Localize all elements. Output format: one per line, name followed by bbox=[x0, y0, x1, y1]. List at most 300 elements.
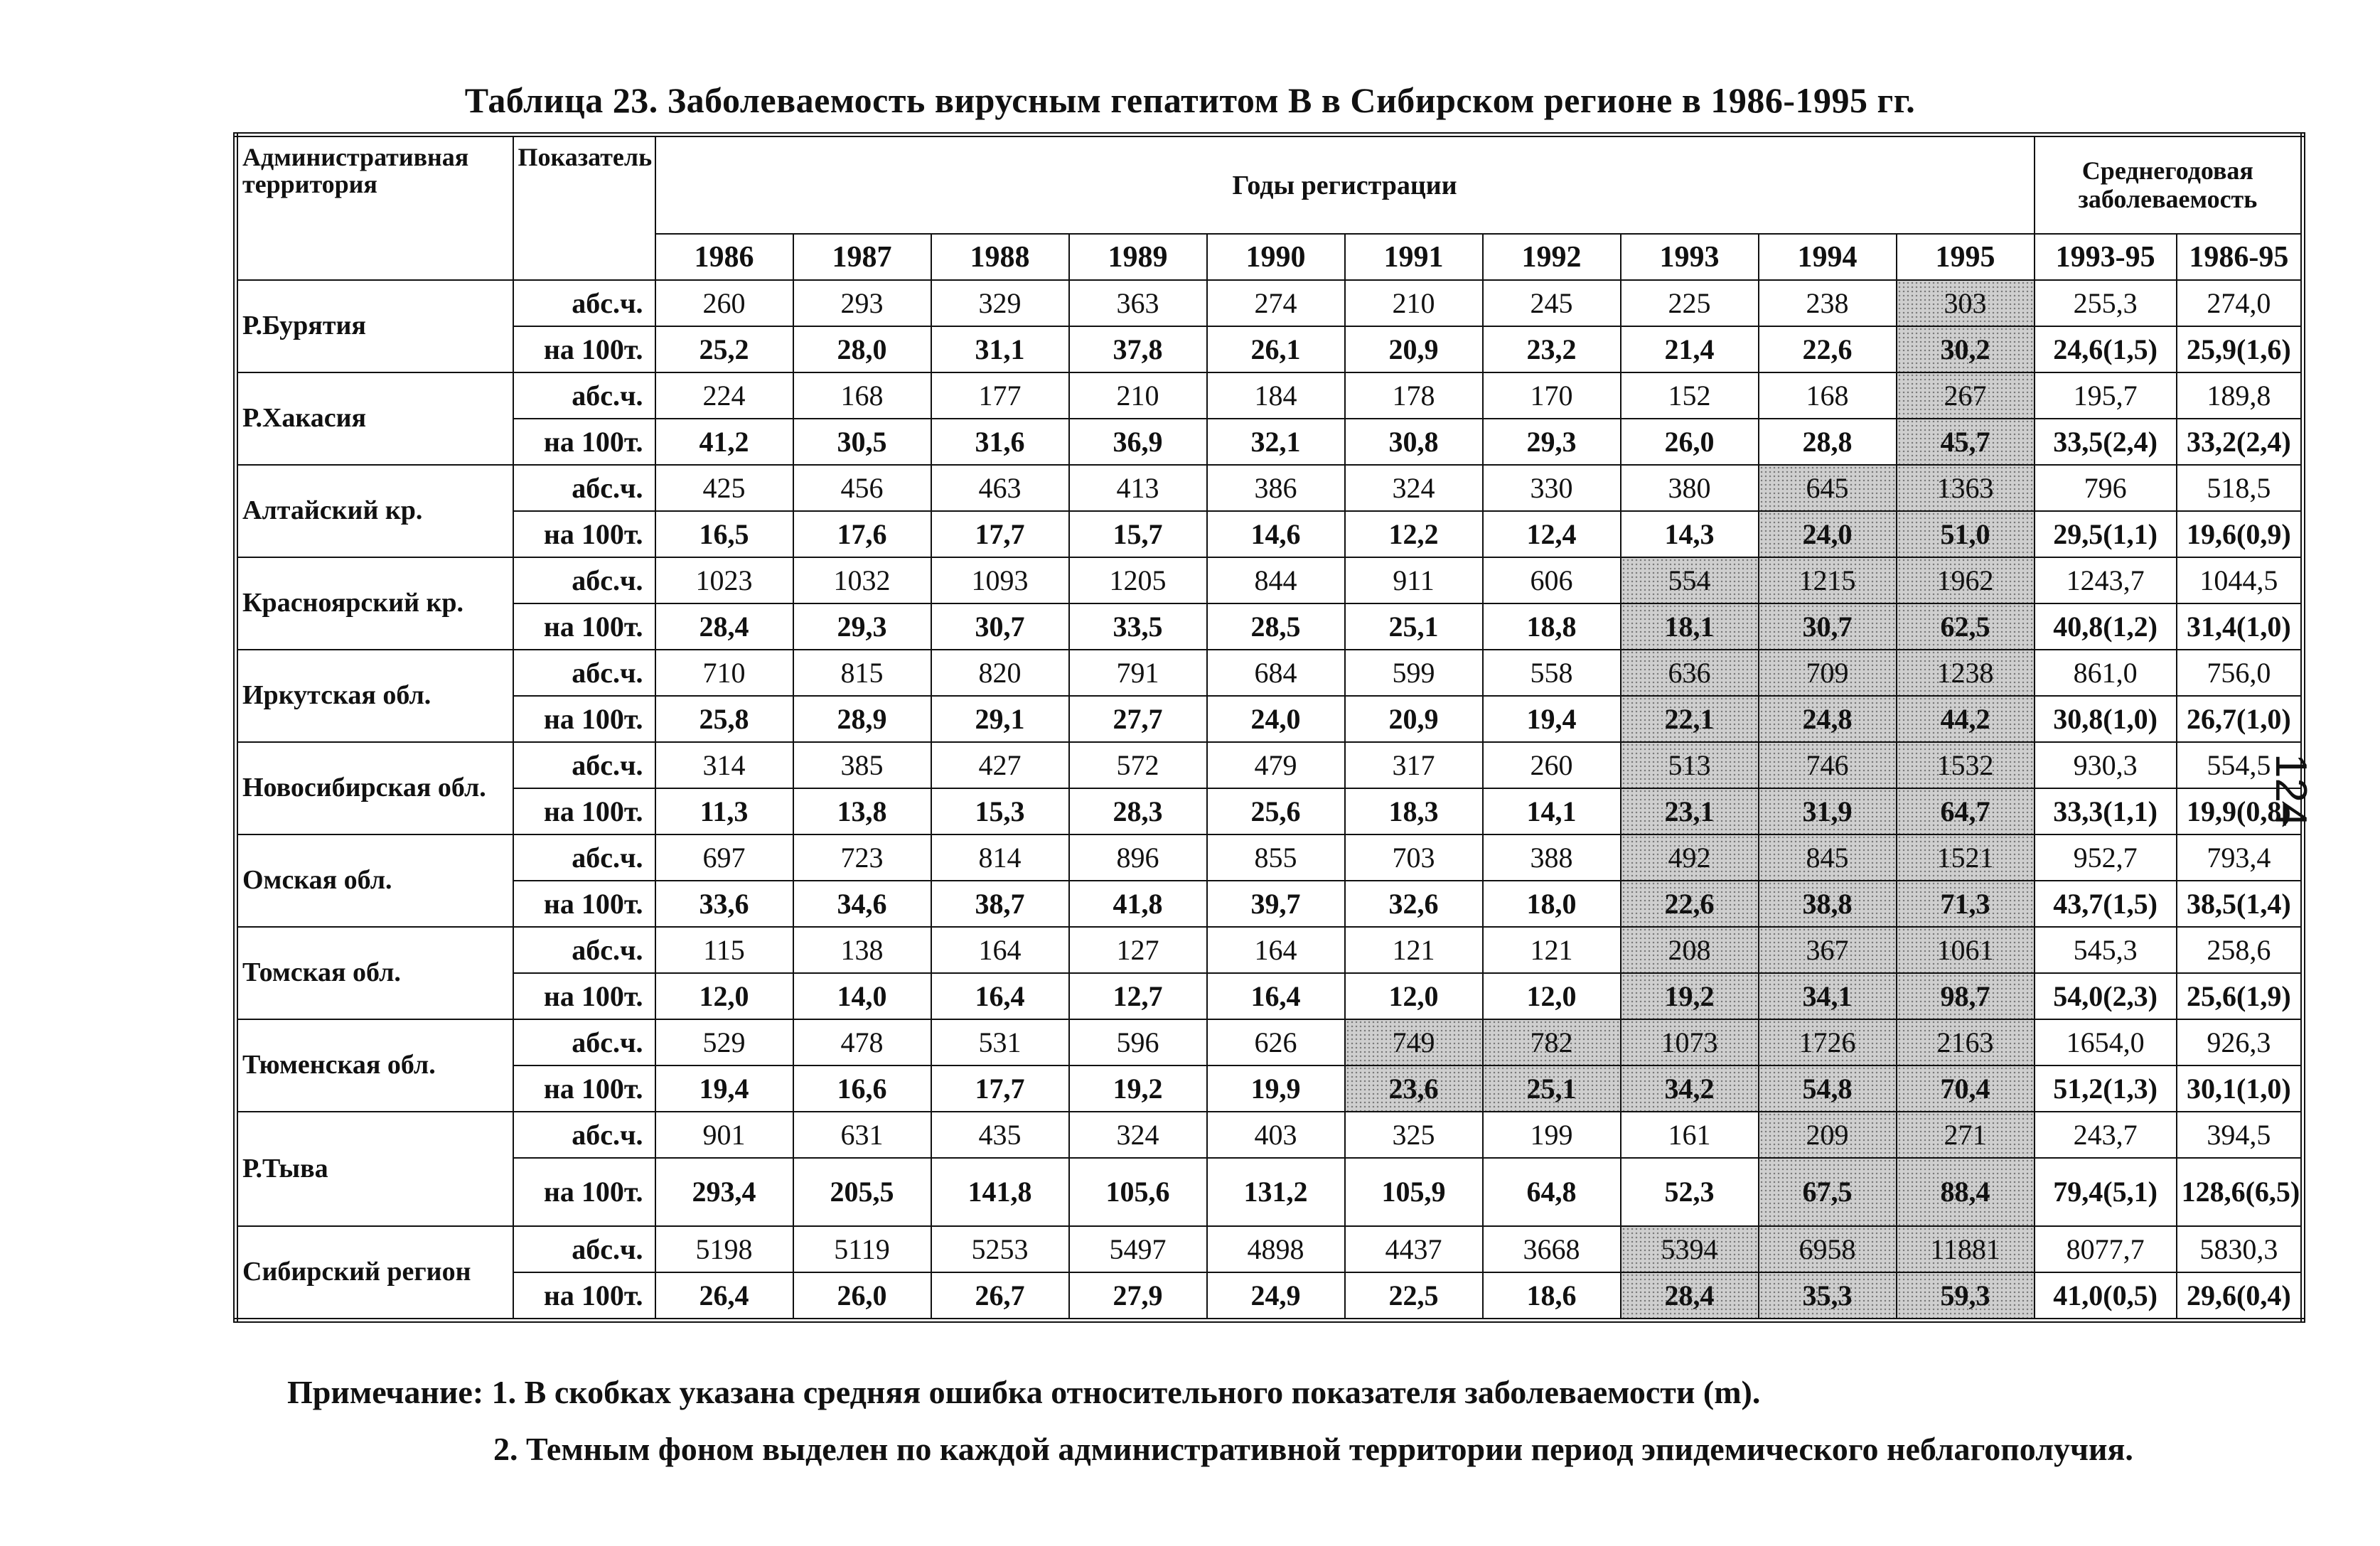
cell-1986-95: 1044,5 bbox=[2177, 557, 2303, 603]
header-year-1987: 1987 bbox=[793, 234, 931, 280]
cell-1994: 367 bbox=[1759, 927, 1897, 973]
table-row bbox=[236, 1226, 2303, 1272]
cell-1993: 513 bbox=[1621, 742, 1759, 788]
cell-1991: 22,5 bbox=[1345, 1272, 1483, 1321]
cell-1987: 28,9 bbox=[793, 696, 931, 742]
cell-1993: 21,4 bbox=[1621, 326, 1759, 372]
cell-1993-95: 30,8(1,0) bbox=[2035, 696, 2177, 742]
header-year-1986: 1986 bbox=[655, 234, 793, 280]
cell-1992: 25,1 bbox=[1483, 1065, 1621, 1112]
table-row bbox=[236, 788, 2303, 834]
header-year-1993: 1993 bbox=[1621, 234, 1759, 280]
cell-1987: 34,6 bbox=[793, 881, 931, 927]
cell-1992: 12,4 bbox=[1483, 511, 1621, 557]
cell-1990: 184 bbox=[1207, 372, 1345, 419]
cell-1988: 31,1 bbox=[931, 326, 1069, 372]
indicator-rel: на 100т. bbox=[513, 326, 655, 372]
indicator-rel: на 100т. bbox=[513, 696, 655, 742]
region-name: Красноярский кр. bbox=[236, 557, 513, 650]
header-period-1993-95: 1993-95 bbox=[2035, 234, 2177, 280]
cell-1986-95: 19,9(0,8) bbox=[2177, 788, 2303, 834]
table-row bbox=[236, 1065, 2303, 1112]
cell-1995: 88,4 bbox=[1897, 1158, 2035, 1226]
cell-1991: 317 bbox=[1345, 742, 1483, 788]
cell-1986-95: 5830,3 bbox=[2177, 1226, 2303, 1272]
cell-1990: 164 bbox=[1207, 927, 1345, 973]
table-row bbox=[236, 881, 2303, 927]
cell-1993: 208 bbox=[1621, 927, 1759, 973]
cell-1993: 34,2 bbox=[1621, 1065, 1759, 1112]
cell-1986: 293,4 bbox=[655, 1158, 793, 1226]
table-row bbox=[236, 1272, 2303, 1321]
cell-1986: 1023 bbox=[655, 557, 793, 603]
cell-1995: 62,5 bbox=[1897, 603, 2035, 650]
header-avg-group: Среднегодовая заболеваемость bbox=[2035, 135, 2303, 235]
cell-1988: 329 bbox=[931, 280, 1069, 326]
indicator-abs: абс.ч. bbox=[513, 557, 655, 603]
cell-1993-95: 255,3 bbox=[2035, 280, 2177, 326]
indicator-abs: абс.ч. bbox=[513, 465, 655, 511]
cell-1986-95: 19,6(0,9) bbox=[2177, 511, 2303, 557]
cell-1992: 14,1 bbox=[1483, 788, 1621, 834]
cell-1995: 11881 bbox=[1897, 1226, 2035, 1272]
cell-1986: 5198 bbox=[655, 1226, 793, 1272]
cell-1995: 1363 bbox=[1897, 465, 2035, 511]
cell-1987: 168 bbox=[793, 372, 931, 419]
cell-1986: 224 bbox=[655, 372, 793, 419]
region-name: Р.Тыва bbox=[236, 1112, 513, 1226]
cell-1988: 463 bbox=[931, 465, 1069, 511]
indicator-rel: на 100т. bbox=[513, 1158, 655, 1226]
region-name: Тюменская обл. bbox=[236, 1019, 513, 1112]
cell-1989: 791 bbox=[1069, 650, 1207, 696]
cell-1989: 210 bbox=[1069, 372, 1207, 419]
cell-1993: 225 bbox=[1621, 280, 1759, 326]
cell-1992: 330 bbox=[1483, 465, 1621, 511]
cell-1994: 24,8 bbox=[1759, 696, 1897, 742]
cell-1993-95: 861,0 bbox=[2035, 650, 2177, 696]
cell-1987: 30,5 bbox=[793, 419, 931, 465]
header-year-1988: 1988 bbox=[931, 234, 1069, 280]
cell-1986-95: 189,8 bbox=[2177, 372, 2303, 419]
cell-1988: 17,7 bbox=[931, 511, 1069, 557]
cell-1995: 45,7 bbox=[1897, 419, 2035, 465]
cell-1990: 403 bbox=[1207, 1112, 1345, 1158]
cell-1986: 11,3 bbox=[655, 788, 793, 834]
header-year-1992: 1992 bbox=[1483, 234, 1621, 280]
cell-1988: 164 bbox=[931, 927, 1069, 973]
cell-1991: 749 bbox=[1345, 1019, 1483, 1065]
cell-1994: 30,7 bbox=[1759, 603, 1897, 650]
region-name: Омская обл. bbox=[236, 834, 513, 927]
indicator-abs: абс.ч. bbox=[513, 1112, 655, 1158]
cell-1988: 15,3 bbox=[931, 788, 1069, 834]
cell-1992: 18,6 bbox=[1483, 1272, 1621, 1321]
cell-1990: 684 bbox=[1207, 650, 1345, 696]
cell-1989: 572 bbox=[1069, 742, 1207, 788]
header-year-1995: 1995 bbox=[1897, 234, 2035, 280]
cell-1988: 435 bbox=[931, 1112, 1069, 1158]
cell-1991: 12,0 bbox=[1345, 973, 1483, 1019]
table-row bbox=[236, 834, 2303, 881]
table-row bbox=[236, 696, 2303, 742]
cell-1993-95: 24,6(1,5) bbox=[2035, 326, 2177, 372]
cell-1991: 23,6 bbox=[1345, 1065, 1483, 1112]
cell-1986-95: 29,6(0,4) bbox=[2177, 1272, 2303, 1321]
region-name: Иркутская обл. bbox=[236, 650, 513, 742]
cell-1993: 22,6 bbox=[1621, 881, 1759, 927]
cell-1986: 26,4 bbox=[655, 1272, 793, 1321]
cell-1993: 28,4 bbox=[1621, 1272, 1759, 1321]
cell-1992: 23,2 bbox=[1483, 326, 1621, 372]
cell-1987: 478 bbox=[793, 1019, 931, 1065]
indicator-rel: на 100т. bbox=[513, 603, 655, 650]
table-row bbox=[236, 1019, 2303, 1065]
cell-1986-95: 926,3 bbox=[2177, 1019, 2303, 1065]
cell-1991: 4437 bbox=[1345, 1226, 1483, 1272]
cell-1993: 14,3 bbox=[1621, 511, 1759, 557]
cell-1986-95: 554,5 bbox=[2177, 742, 2303, 788]
indicator-abs: абс.ч. bbox=[513, 650, 655, 696]
cell-1991: 105,9 bbox=[1345, 1158, 1483, 1226]
cell-1990: 32,1 bbox=[1207, 419, 1345, 465]
cell-1995: 59,3 bbox=[1897, 1272, 2035, 1321]
cell-1994: 24,0 bbox=[1759, 511, 1897, 557]
cell-1988: 820 bbox=[931, 650, 1069, 696]
cell-1988: 31,6 bbox=[931, 419, 1069, 465]
cell-1993: 5394 bbox=[1621, 1226, 1759, 1272]
note-1: Примечание: 1. В скобках указана средняя ошибка относительного показателя заболеваемости (m). bbox=[287, 1374, 1761, 1410]
cell-1991: 18,3 bbox=[1345, 788, 1483, 834]
cell-1992: 18,0 bbox=[1483, 881, 1621, 927]
cell-1990: 626 bbox=[1207, 1019, 1345, 1065]
cell-1989: 36,9 bbox=[1069, 419, 1207, 465]
cell-1995: 303 bbox=[1897, 280, 2035, 326]
cell-1986-95: 25,6(1,9) bbox=[2177, 973, 2303, 1019]
cell-1993-95: 54,0(2,3) bbox=[2035, 973, 2177, 1019]
cell-1993-95: 43,7(1,5) bbox=[2035, 881, 2177, 927]
cell-1987: 723 bbox=[793, 834, 931, 881]
cell-1992: 19,4 bbox=[1483, 696, 1621, 742]
incidence-table bbox=[233, 132, 2305, 1323]
cell-1993-95: 930,3 bbox=[2035, 742, 2177, 788]
cell-1993-95: 79,4(5,1) bbox=[2035, 1158, 2177, 1226]
cell-1993-95: 796 bbox=[2035, 465, 2177, 511]
cell-1992: 29,3 bbox=[1483, 419, 1621, 465]
cell-1986-95: 394,5 bbox=[2177, 1112, 2303, 1158]
cell-1995: 1532 bbox=[1897, 742, 2035, 788]
cell-1991: 32,6 bbox=[1345, 881, 1483, 927]
cell-1993: 22,1 bbox=[1621, 696, 1759, 742]
cell-1993-95: 1243,7 bbox=[2035, 557, 2177, 603]
page-number: 124 bbox=[2266, 753, 2315, 827]
table-row bbox=[236, 326, 2303, 372]
cell-1987: 631 bbox=[793, 1112, 931, 1158]
cell-1988: 814 bbox=[931, 834, 1069, 881]
cell-1987: 1032 bbox=[793, 557, 931, 603]
cell-1994: 54,8 bbox=[1759, 1065, 1897, 1112]
cell-1992: 782 bbox=[1483, 1019, 1621, 1065]
cell-1992: 64,8 bbox=[1483, 1158, 1621, 1226]
indicator-abs: абс.ч. bbox=[513, 280, 655, 326]
cell-1990: 274 bbox=[1207, 280, 1345, 326]
cell-1993: 1073 bbox=[1621, 1019, 1759, 1065]
table-row bbox=[236, 973, 2303, 1019]
indicator-rel: на 100т. bbox=[513, 1272, 655, 1321]
header-year-1989: 1989 bbox=[1069, 234, 1207, 280]
header-years-group: Годы регистрации bbox=[655, 135, 2035, 235]
cell-1994: 6958 bbox=[1759, 1226, 1897, 1272]
region-name: Р.Хакасия bbox=[236, 372, 513, 465]
cell-1993-95: 195,7 bbox=[2035, 372, 2177, 419]
cell-1994: 1726 bbox=[1759, 1019, 1897, 1065]
cell-1988: 5253 bbox=[931, 1226, 1069, 1272]
table-row bbox=[236, 650, 2303, 696]
cell-1992: 121 bbox=[1483, 927, 1621, 973]
cell-1995: 51,0 bbox=[1897, 511, 2035, 557]
region-name: Сибирский регион bbox=[236, 1226, 513, 1321]
cell-1987: 17,6 bbox=[793, 511, 931, 557]
cell-1986: 16,5 bbox=[655, 511, 793, 557]
cell-1991: 911 bbox=[1345, 557, 1483, 603]
cell-1993: 19,2 bbox=[1621, 973, 1759, 1019]
cell-1991: 178 bbox=[1345, 372, 1483, 419]
cell-1986-95: 25,9(1,6) bbox=[2177, 326, 2303, 372]
cell-1988: 531 bbox=[931, 1019, 1069, 1065]
cell-1993-95: 41,0(0,5) bbox=[2035, 1272, 2177, 1321]
cell-1988: 17,7 bbox=[931, 1065, 1069, 1112]
cell-1986: 25,8 bbox=[655, 696, 793, 742]
cell-1988: 26,7 bbox=[931, 1272, 1069, 1321]
cell-1994: 238 bbox=[1759, 280, 1897, 326]
cell-1986: 41,2 bbox=[655, 419, 793, 465]
indicator-abs: абс.ч. bbox=[513, 742, 655, 788]
cell-1987: 13,8 bbox=[793, 788, 931, 834]
cell-1989: 1205 bbox=[1069, 557, 1207, 603]
region-name: Алтайский кр. bbox=[236, 465, 513, 557]
table-row bbox=[236, 465, 2303, 511]
cell-1986-95: 756,0 bbox=[2177, 650, 2303, 696]
cell-1994: 168 bbox=[1759, 372, 1897, 419]
cell-1993-95: 33,5(2,4) bbox=[2035, 419, 2177, 465]
cell-1988: 38,7 bbox=[931, 881, 1069, 927]
cell-1986: 25,2 bbox=[655, 326, 793, 372]
cell-1995: 1061 bbox=[1897, 927, 2035, 973]
cell-1988: 29,1 bbox=[931, 696, 1069, 742]
header-row-top bbox=[236, 135, 2303, 235]
cell-1988: 30,7 bbox=[931, 603, 1069, 650]
indicator-abs: абс.ч. bbox=[513, 1226, 655, 1272]
cell-1986: 28,4 bbox=[655, 603, 793, 650]
cell-1993: 52,3 bbox=[1621, 1158, 1759, 1226]
cell-1986-95: 30,1(1,0) bbox=[2177, 1065, 2303, 1112]
cell-1992: 388 bbox=[1483, 834, 1621, 881]
cell-1989: 596 bbox=[1069, 1019, 1207, 1065]
table-row bbox=[236, 1112, 2303, 1158]
table-row bbox=[236, 280, 2303, 326]
note-2: 2. Темным фоном выделен по каждой административной территории период эпидемического неблагополучия. bbox=[493, 1431, 2133, 1467]
cell-1992: 3668 bbox=[1483, 1226, 1621, 1272]
cell-1993-95: 952,7 bbox=[2035, 834, 2177, 881]
cell-1995: 71,3 bbox=[1897, 881, 2035, 927]
indicator-rel: на 100т. bbox=[513, 881, 655, 927]
cell-1989: 324 bbox=[1069, 1112, 1207, 1158]
cell-1994: 845 bbox=[1759, 834, 1897, 881]
cell-1994: 31,9 bbox=[1759, 788, 1897, 834]
cell-1987: 205,5 bbox=[793, 1158, 931, 1226]
cell-1993-95: 33,3(1,1) bbox=[2035, 788, 2177, 834]
cell-1987: 29,3 bbox=[793, 603, 931, 650]
cell-1990: 479 bbox=[1207, 742, 1345, 788]
cell-1990: 4898 bbox=[1207, 1226, 1345, 1272]
indicator-abs: абс.ч. bbox=[513, 927, 655, 973]
cell-1995: 2163 bbox=[1897, 1019, 2035, 1065]
cell-1989: 413 bbox=[1069, 465, 1207, 511]
cell-1986-95: 274,0 bbox=[2177, 280, 2303, 326]
cell-1986: 115 bbox=[655, 927, 793, 973]
cell-1995: 1521 bbox=[1897, 834, 2035, 881]
cell-1993-95: 545,3 bbox=[2035, 927, 2177, 973]
cell-1993: 492 bbox=[1621, 834, 1759, 881]
cell-1986-95: 26,7(1,0) bbox=[2177, 696, 2303, 742]
indicator-rel: на 100т. bbox=[513, 511, 655, 557]
header-year-1991: 1991 bbox=[1345, 234, 1483, 280]
cell-1988: 16,4 bbox=[931, 973, 1069, 1019]
cell-1991: 121 bbox=[1345, 927, 1483, 973]
cell-1993: 152 bbox=[1621, 372, 1759, 419]
cell-1993-95: 1654,0 bbox=[2035, 1019, 2177, 1065]
cell-1994: 35,3 bbox=[1759, 1272, 1897, 1321]
cell-1989: 12,7 bbox=[1069, 973, 1207, 1019]
cell-1991: 703 bbox=[1345, 834, 1483, 881]
cell-1987: 26,0 bbox=[793, 1272, 931, 1321]
cell-1994: 209 bbox=[1759, 1112, 1897, 1158]
cell-1991: 210 bbox=[1345, 280, 1483, 326]
cell-1986: 529 bbox=[655, 1019, 793, 1065]
cell-1994: 1215 bbox=[1759, 557, 1897, 603]
cell-1992: 606 bbox=[1483, 557, 1621, 603]
cell-1986: 12,0 bbox=[655, 973, 793, 1019]
header-period-1986-95: 1986-95 bbox=[2177, 234, 2303, 280]
header-territory: Административная территория bbox=[236, 135, 513, 281]
cell-1994: 34,1 bbox=[1759, 973, 1897, 1019]
indicator-abs: абс.ч. bbox=[513, 834, 655, 881]
table-row bbox=[236, 927, 2303, 973]
cell-1989: 105,6 bbox=[1069, 1158, 1207, 1226]
table-body bbox=[236, 280, 2303, 1321]
cell-1989: 363 bbox=[1069, 280, 1207, 326]
cell-1991: 20,9 bbox=[1345, 696, 1483, 742]
cell-1986: 19,4 bbox=[655, 1065, 793, 1112]
cell-1994: 67,5 bbox=[1759, 1158, 1897, 1226]
cell-1986-95: 33,2(2,4) bbox=[2177, 419, 2303, 465]
cell-1989: 5497 bbox=[1069, 1226, 1207, 1272]
cell-1991: 30,8 bbox=[1345, 419, 1483, 465]
cell-1986: 425 bbox=[655, 465, 793, 511]
cell-1989: 19,2 bbox=[1069, 1065, 1207, 1112]
cell-1990: 855 bbox=[1207, 834, 1345, 881]
cell-1993-95: 51,2(1,3) bbox=[2035, 1065, 2177, 1112]
cell-1989: 27,7 bbox=[1069, 696, 1207, 742]
table-row bbox=[236, 1158, 2303, 1226]
cell-1992: 245 bbox=[1483, 280, 1621, 326]
cell-1993: 380 bbox=[1621, 465, 1759, 511]
region-name: Томская обл. bbox=[236, 927, 513, 1019]
cell-1991: 25,1 bbox=[1345, 603, 1483, 650]
cell-1995: 98,7 bbox=[1897, 973, 2035, 1019]
cell-1990: 16,4 bbox=[1207, 973, 1345, 1019]
table-row bbox=[236, 603, 2303, 650]
cell-1990: 25,6 bbox=[1207, 788, 1345, 834]
cell-1995: 267 bbox=[1897, 372, 2035, 419]
cell-1988: 177 bbox=[931, 372, 1069, 419]
cell-1993-95: 29,5(1,1) bbox=[2035, 511, 2177, 557]
cell-1990: 131,2 bbox=[1207, 1158, 1345, 1226]
indicator-rel: на 100т. bbox=[513, 419, 655, 465]
cell-1986-95: 31,4(1,0) bbox=[2177, 603, 2303, 650]
cell-1994: 746 bbox=[1759, 742, 1897, 788]
cell-1987: 16,6 bbox=[793, 1065, 931, 1112]
cell-1995: 70,4 bbox=[1897, 1065, 2035, 1112]
cell-1987: 456 bbox=[793, 465, 931, 511]
cell-1986: 710 bbox=[655, 650, 793, 696]
cell-1994: 709 bbox=[1759, 650, 1897, 696]
cell-1994: 38,8 bbox=[1759, 881, 1897, 927]
cell-1990: 386 bbox=[1207, 465, 1345, 511]
cell-1990: 28,5 bbox=[1207, 603, 1345, 650]
cell-1993-95: 40,8(1,2) bbox=[2035, 603, 2177, 650]
cell-1986-95: 38,5(1,4) bbox=[2177, 881, 2303, 927]
cell-1990: 39,7 bbox=[1207, 881, 1345, 927]
indicator-rel: на 100т. bbox=[513, 1065, 655, 1112]
indicator-rel: на 100т. bbox=[513, 788, 655, 834]
cell-1987: 14,0 bbox=[793, 973, 931, 1019]
cell-1988: 427 bbox=[931, 742, 1069, 788]
cell-1990: 26,1 bbox=[1207, 326, 1345, 372]
cell-1991: 324 bbox=[1345, 465, 1483, 511]
cell-1989: 15,7 bbox=[1069, 511, 1207, 557]
cell-1993: 636 bbox=[1621, 650, 1759, 696]
cell-1987: 5119 bbox=[793, 1226, 931, 1272]
cell-1987: 293 bbox=[793, 280, 931, 326]
region-name: Р.Бурятия bbox=[236, 280, 513, 372]
table-row bbox=[236, 372, 2303, 419]
cell-1987: 815 bbox=[793, 650, 931, 696]
cell-1986-95: 258,6 bbox=[2177, 927, 2303, 973]
cell-1992: 260 bbox=[1483, 742, 1621, 788]
cell-1986: 314 bbox=[655, 742, 793, 788]
cell-1989: 33,5 bbox=[1069, 603, 1207, 650]
cell-1991: 20,9 bbox=[1345, 326, 1483, 372]
cell-1987: 385 bbox=[793, 742, 931, 788]
cell-1995: 271 bbox=[1897, 1112, 2035, 1158]
table-row bbox=[236, 557, 2303, 603]
cell-1995: 64,7 bbox=[1897, 788, 2035, 834]
cell-1990: 14,6 bbox=[1207, 511, 1345, 557]
cell-1995: 1962 bbox=[1897, 557, 2035, 603]
cell-1991: 12,2 bbox=[1345, 511, 1483, 557]
cell-1993: 18,1 bbox=[1621, 603, 1759, 650]
cell-1994: 22,6 bbox=[1759, 326, 1897, 372]
cell-1986: 33,6 bbox=[655, 881, 793, 927]
header-year-1990: 1990 bbox=[1207, 234, 1345, 280]
cell-1995: 44,2 bbox=[1897, 696, 2035, 742]
indicator-rel: на 100т. bbox=[513, 973, 655, 1019]
cell-1986-95: 793,4 bbox=[2177, 834, 2303, 881]
cell-1988: 1093 bbox=[931, 557, 1069, 603]
header-indicator: Показатель bbox=[513, 135, 655, 281]
cell-1989: 27,9 bbox=[1069, 1272, 1207, 1321]
